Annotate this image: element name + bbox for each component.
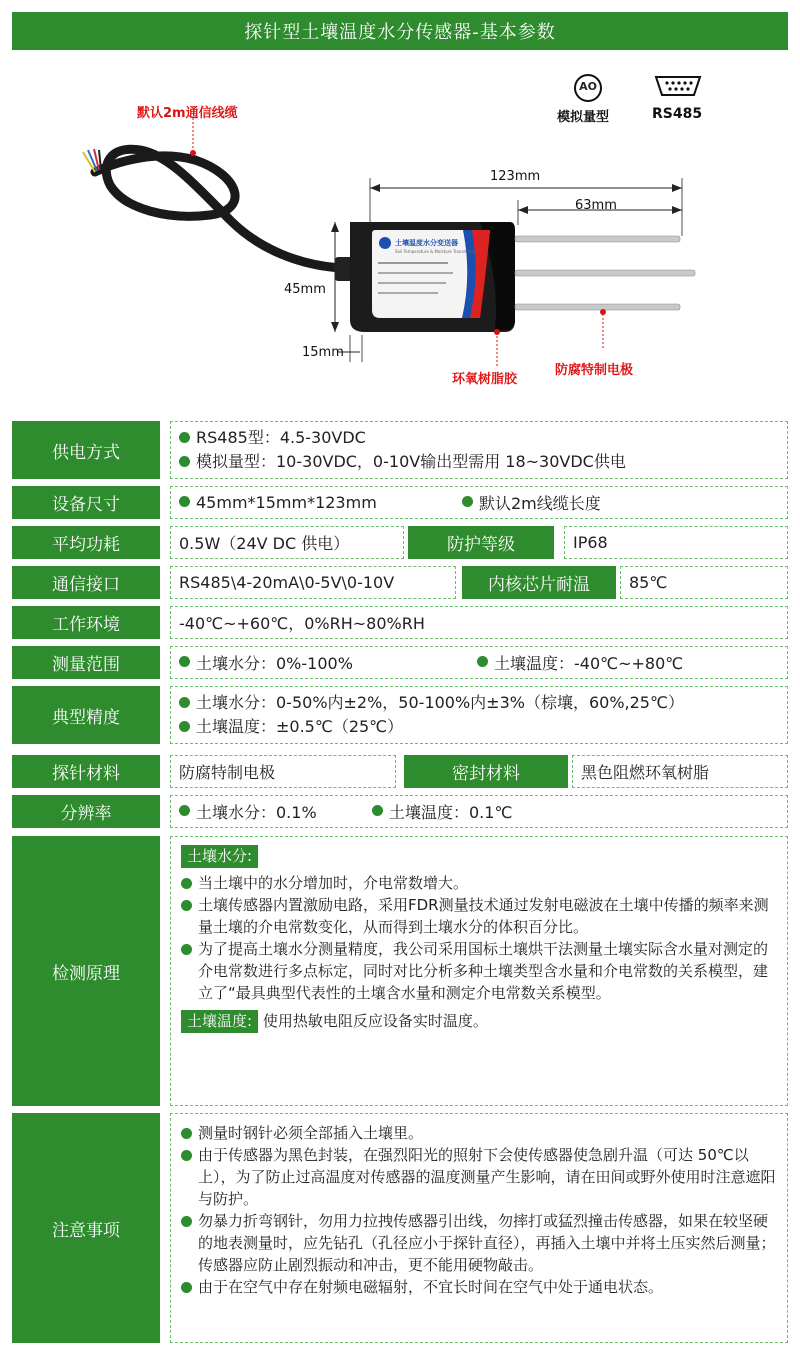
- item-text: 土壤温度：±0.5℃（25℃）: [196, 717, 404, 736]
- row-value-2: IP68: [564, 526, 788, 559]
- row-label: 典型精度: [12, 686, 160, 744]
- bullet-icon: [477, 656, 488, 667]
- bullet-icon: [181, 1128, 192, 1139]
- bullet-icon: [181, 1150, 192, 1161]
- analog-label: 模拟量型: [557, 110, 610, 125]
- page-title: 探针型土壤温度水分传感器-基本参数: [244, 22, 556, 43]
- row-label-2: 密封材料: [404, 755, 568, 788]
- item-text: 当土壤中的水分增加时，介电常数增大。: [198, 874, 469, 892]
- electrode-pointer-dot: [600, 309, 606, 315]
- list-item: [181, 872, 777, 894]
- probe-1: [515, 236, 680, 242]
- arrow: [370, 184, 380, 192]
- temperature-text: 使用热敏电阻反应设备实时温度。: [262, 1012, 488, 1030]
- row-label-2: 内核芯片耐温: [462, 566, 616, 599]
- device-title: 土壤温度水分变送器: [395, 239, 458, 247]
- bullet-icon: [179, 656, 190, 667]
- row-value: [170, 1113, 788, 1343]
- row-environment: [12, 606, 788, 639]
- arrow: [331, 222, 339, 232]
- row-accuracy: [12, 686, 788, 744]
- arrow: [672, 184, 682, 192]
- bullet-icon: [462, 496, 473, 507]
- row-label: 工作环境: [12, 606, 160, 639]
- electrode-label: 防腐特制电极: [555, 363, 634, 378]
- bullet-icon: [179, 456, 190, 467]
- bullet-icon: [179, 432, 190, 443]
- ao-badge-text: AO: [579, 80, 597, 93]
- bullet-icon: [179, 721, 190, 732]
- page-title-bar: [12, 12, 788, 50]
- arrow: [672, 206, 682, 214]
- temperature-tag: 土壤温度:: [181, 1010, 258, 1033]
- row-value: RS485\4-20mA\0-5V\0-10V: [170, 566, 456, 599]
- row-value: [170, 486, 788, 519]
- row-value-2: 85℃: [620, 566, 788, 599]
- row-label: 测量范围: [12, 646, 160, 679]
- note-extra: 传感器应防止剧烈振动和冲击，更不能用硬物敲击。: [198, 1256, 544, 1274]
- item-text: 默认2m线缆长度: [479, 494, 601, 513]
- row-size: [12, 486, 788, 519]
- row-material: [12, 755, 788, 788]
- row-value: [170, 646, 788, 679]
- row-label: 平均功耗: [12, 526, 160, 559]
- list-item: [181, 1276, 777, 1298]
- item-text: 土壤水分：0%-100%: [196, 654, 353, 673]
- row-principle: [12, 836, 788, 1106]
- label-line: [378, 262, 448, 264]
- arrow: [518, 206, 528, 214]
- row-value: 防腐特制电极: [170, 755, 396, 788]
- cable: [106, 149, 340, 268]
- item-text: 土壤温度：0.1℃: [389, 803, 513, 822]
- list-item: [179, 715, 403, 739]
- item-text: 由于在空气中存在射频电磁辐射，不宜长时间在空气中处于通电状态。: [198, 1278, 664, 1296]
- row-value: 0.5W（24V DC 供电）: [170, 526, 404, 559]
- device-subtitle: Soil Temperature & Moisture Transmitter: [395, 249, 476, 254]
- list-item: [181, 1122, 777, 1144]
- cable-note: 默认2m通信线缆: [137, 106, 238, 121]
- row-label: 注意事项: [12, 1113, 160, 1343]
- label-line: [378, 292, 438, 294]
- row-value: [170, 421, 788, 479]
- dim-height-text: 45mm: [284, 282, 326, 297]
- label-line: [378, 272, 453, 274]
- item-text: 土壤温度：-40℃~+80℃: [494, 654, 684, 673]
- row-label: 检测原理: [12, 836, 160, 1106]
- moisture-tag: 土壤水分:: [181, 845, 258, 868]
- row-label: 分辨率: [12, 795, 160, 828]
- item-text: 勿暴力折弯钢针，勿用力拉拽传感器引出线，勿摔打或猛烈撞击传感器，如果在较坚硬的地表测量时，应先钻孔（孔径应小于探针直径），再插入土壤中并将土压实然后测量；: [198, 1212, 776, 1252]
- rs485-label: RS485: [652, 106, 703, 122]
- bullet-icon: [181, 1216, 192, 1227]
- probe-3: [515, 304, 680, 310]
- row-label: 通信接口: [12, 566, 160, 599]
- bullet-icon: [372, 805, 383, 816]
- row-notes: [12, 1113, 788, 1343]
- arrow: [331, 322, 339, 332]
- row-label: 供电方式: [12, 421, 160, 479]
- bullet-icon: [179, 697, 190, 708]
- sensor-drawing: [0, 50, 800, 410]
- bullet-icon: [179, 805, 190, 816]
- item-text: 45mm*15mm*123mm: [196, 493, 377, 512]
- item-text: RS485型：4.5-30VDC: [196, 428, 366, 447]
- probe-2: [515, 270, 695, 276]
- bullet-icon: [179, 496, 190, 507]
- bullet-icon: [181, 944, 192, 955]
- row-power: [12, 421, 788, 479]
- row-value: [170, 795, 788, 828]
- db9-connector-icon: [656, 77, 700, 95]
- row-label: 设备尺寸: [12, 486, 160, 519]
- item-text: 土壤水分：0.1%: [196, 803, 317, 822]
- dim-thickness-text: 15mm: [302, 345, 344, 360]
- row-value: [170, 836, 788, 1106]
- row-consumption: [12, 526, 788, 559]
- row-value: [170, 686, 788, 744]
- list-item: [179, 426, 366, 450]
- row-value-2: 黑色阻燃环氧树脂: [572, 755, 788, 788]
- item-text: 土壤水分：0-50%内±2%，50-100%内±3%（棕壤，60%,25℃）: [196, 693, 684, 712]
- dim-probe-text: 63mm: [575, 198, 617, 213]
- cable-pointer-dot: [190, 150, 196, 156]
- epoxy-pointer-dot: [494, 329, 500, 335]
- item-text: 为了提高土壤水分测量精度，我公司采用国标土壤烘干法测量土壤实际含水量对测定的介电常数进行多点标定，同时对比分析多种土壤类型含水量和介电常数的关系模型，建立了“最具典型代表性的土壤含水量和测定介电常数关系模型。: [198, 940, 769, 1002]
- row-interface: [12, 566, 788, 599]
- brand-logo: [379, 237, 391, 249]
- bullet-icon: [181, 1282, 192, 1293]
- label-line: [378, 282, 446, 284]
- item-text: 测量时钢针必须全部插入土壤里。: [198, 1124, 424, 1142]
- product-illustration: [0, 50, 800, 410]
- item-text: 模拟量型：10-30VDC，0-10V输出型需用 18~30VDC供电: [196, 452, 626, 471]
- dim-length-text: 123mm: [490, 169, 541, 184]
- bullet-icon: [181, 900, 192, 911]
- row-label-2: 防护等级: [408, 526, 554, 559]
- bullet-icon: [181, 878, 192, 889]
- list-item: [179, 691, 684, 715]
- item-text: 由于传感器为黑色封装，在强烈阳光的照射下会使传感器使急剧升温（可达 50℃以上），为了防止过高温度对传感器的温度测量产生影响，请在田间或野外使用时注意遮阳与防护。: [198, 1146, 776, 1208]
- row-range: [12, 646, 788, 679]
- epoxy-label: 环氧树脂胶: [452, 372, 518, 387]
- list-item: [181, 1144, 777, 1210]
- list-item: [181, 938, 777, 1004]
- row-value: -40℃~+60℃，0%RH~80%RH: [170, 606, 788, 639]
- list-item: [181, 1210, 777, 1254]
- list-item: [181, 894, 777, 938]
- item-text: 土壤传感器内置激励电路，采用FDR测量技术通过发射电磁波在土壤中传播的频率来测量土壤的介电常数变化，从而得到土壤水分的体积百分比。: [198, 896, 769, 936]
- list-item: [179, 450, 626, 474]
- row-resolution: [12, 795, 788, 828]
- row-label: 探针材料: [12, 755, 160, 788]
